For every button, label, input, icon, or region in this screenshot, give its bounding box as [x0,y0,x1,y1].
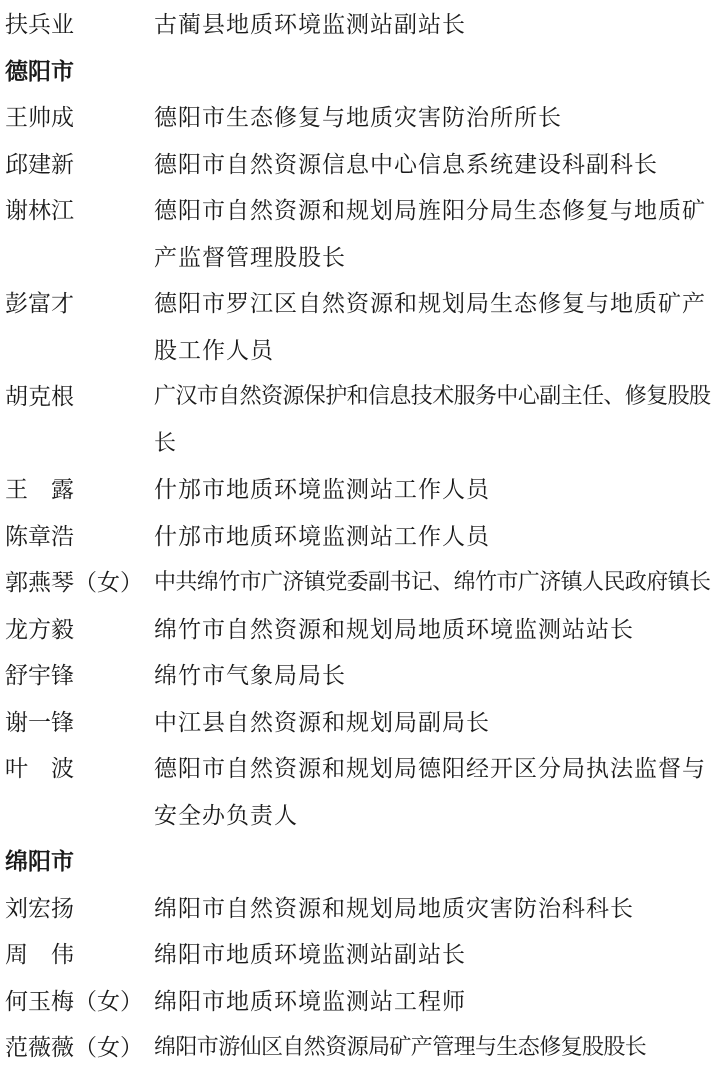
list-item [0,700,724,747]
list-item [0,2,724,49]
person-title: 德阳市自然资源和规划局德阳经开区分局执法监督与安全办负责人 [154,756,706,829]
person-title: 古蔺县地质环境监测站副站长 [154,12,466,38]
list-item [0,374,724,467]
person-name: 谢一锋 [5,709,74,736]
list-item [0,514,724,561]
person-title: 绵阳市自然资源和规划局地质灾害防治科科长 [154,895,634,922]
person-name: 王帅成 [5,105,74,131]
person-name: 刘宏扬 [5,895,74,922]
person-title: 绵竹市气象局局长 [154,663,346,689]
list-item [0,607,724,654]
person-title: 德阳市罗江区自然资源和规划局生态修复与地质矿产股工作人员 [154,291,706,364]
person-title: 德阳市生态修复与地质灾害防治所所长 [154,105,562,131]
person-title: 什邡市地质环境监测站工作人员 [154,477,490,503]
person-name: 范薇薇（女） [5,1035,143,1061]
person-name: 邱建新 [5,151,74,178]
person-name: 彭富才 [5,291,74,317]
person-name: 郭燕琴（女） [5,570,143,596]
list-item [0,653,724,700]
person-name: 何玉梅（女） [5,988,143,1015]
person-title: 绵阳市地质环境监测站副站长 [154,942,466,968]
person-title: 中江县自然资源和规划局副局长 [154,709,490,736]
list-item [0,932,724,979]
person-name: 王 露 [5,477,74,503]
list-item [0,281,724,374]
person-title: 绵阳市地质环境监测站工程师 [154,988,466,1015]
person-name: 龙方毅 [5,616,74,643]
list-item [0,95,724,142]
person-title: 什邡市地质环境监测站工作人员 [154,523,490,550]
person-title: 中共绵竹市广济镇党委副书记、绵竹市广济镇人民政府镇长 [154,570,711,595]
person-title: 德阳市自然资源信息中心信息系统建设科副科长 [154,151,658,178]
person-name: 谢林江 [5,198,74,224]
person-name: 叶 波 [5,756,74,782]
person-name: 胡克根 [5,384,74,410]
list-item [0,467,724,514]
person-name: 舒宇锋 [5,663,74,689]
person-name: 周 伟 [5,942,74,968]
list-item [0,886,724,933]
list-item [0,188,724,281]
section-heading: 德阳市 [5,58,74,85]
person-title: 绵竹市自然资源和规划局地质环境监测站站长 [154,616,634,643]
person-name: 扶兵业 [5,12,74,38]
list-item [0,746,724,839]
list-item [0,142,724,189]
list-item [0,560,724,607]
section-heading: 绵阳市 [5,849,74,875]
person-title: 德阳市自然资源和规划局旌阳分局生态修复与地质矿产监督管理股股长 [154,198,706,271]
person-title: 广汉市自然资源保护和信息技术服务中心副主任、修复股股长 [154,384,711,456]
person-title: 绵阳市游仙区自然资源局矿产管理与生态修复股股长 [154,1035,647,1060]
list-item [0,979,724,1026]
person-name: 陈章浩 [5,523,74,550]
